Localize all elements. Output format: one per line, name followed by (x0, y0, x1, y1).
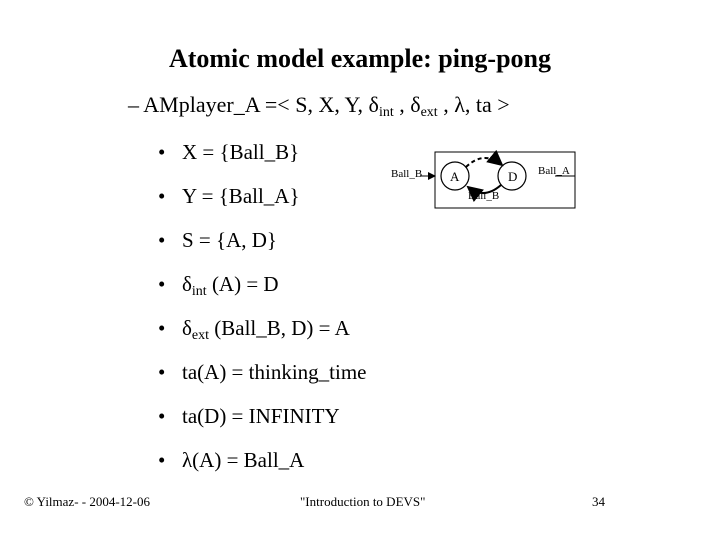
bullet-delta-ext (158, 316, 350, 344)
bullet-x (158, 140, 299, 165)
bullet-dot: • (158, 360, 166, 384)
ext-subscript: ext (420, 105, 438, 120)
bullet-ta-d-text: ta(D) = INFINITY (182, 404, 340, 428)
bullet-lambda (158, 448, 304, 473)
bullet-delta-ext-text: (Ball_B, D) = A (209, 316, 350, 340)
ext-subscript: ext (191, 328, 210, 343)
bullet-y-text: Y = {Ball_A} (182, 184, 300, 208)
definition-text-end: , λ, ta > (437, 92, 510, 117)
bullet-delta-int-text: (A) = D (206, 272, 279, 296)
footer-author: © Yilmaz- - 2004-12-06 (24, 494, 151, 509)
state-d-label: D (508, 169, 518, 184)
model-definition (128, 92, 510, 121)
internal-transition-arrow (466, 158, 502, 167)
output-label: Ball_A (538, 165, 570, 177)
transition-label: Ball_B (468, 190, 500, 202)
bullet-dot: • (158, 272, 166, 296)
bullet-s (158, 228, 277, 253)
bullet-dot: • (158, 140, 166, 164)
bullet-lambda-text: λ(A) = Ball_A (182, 448, 305, 472)
definition-text-start: AMplayer_A =< S, X, Y, δ (143, 92, 379, 117)
bullet-ta-a-text: ta(A) = thinking_time (182, 360, 367, 384)
definition-text-mid: , δ (393, 92, 421, 117)
bullet-dot: • (158, 316, 166, 340)
int-subscript: int (378, 105, 394, 120)
dash-symbol: – (128, 92, 139, 117)
bullet-x-text: X = {Ball_B} (182, 140, 300, 164)
bullet-delta-int (158, 272, 279, 300)
int-subscript: int (191, 284, 207, 299)
bullet-dot: • (158, 404, 166, 428)
bullet-dot: • (158, 448, 166, 472)
bullet-dot: • (158, 228, 166, 252)
bullet-y (158, 184, 300, 209)
delta-symbol: δ (182, 272, 192, 296)
bullet-ta-a (158, 360, 366, 385)
delta-symbol: δ (182, 316, 192, 340)
state-diagram (380, 150, 580, 212)
bullet-ta-d (158, 404, 340, 429)
slide-title: Atomic model example: ping-pong (168, 44, 552, 73)
footer-course: "Introduction to DEVS" (300, 494, 426, 509)
input-label: Ball_B (391, 168, 423, 180)
footer-page-number: 34 (592, 494, 605, 509)
state-a-label: A (450, 169, 460, 184)
bullet-s-text: S = {A, D} (182, 228, 278, 252)
bullet-dot: • (158, 184, 166, 208)
